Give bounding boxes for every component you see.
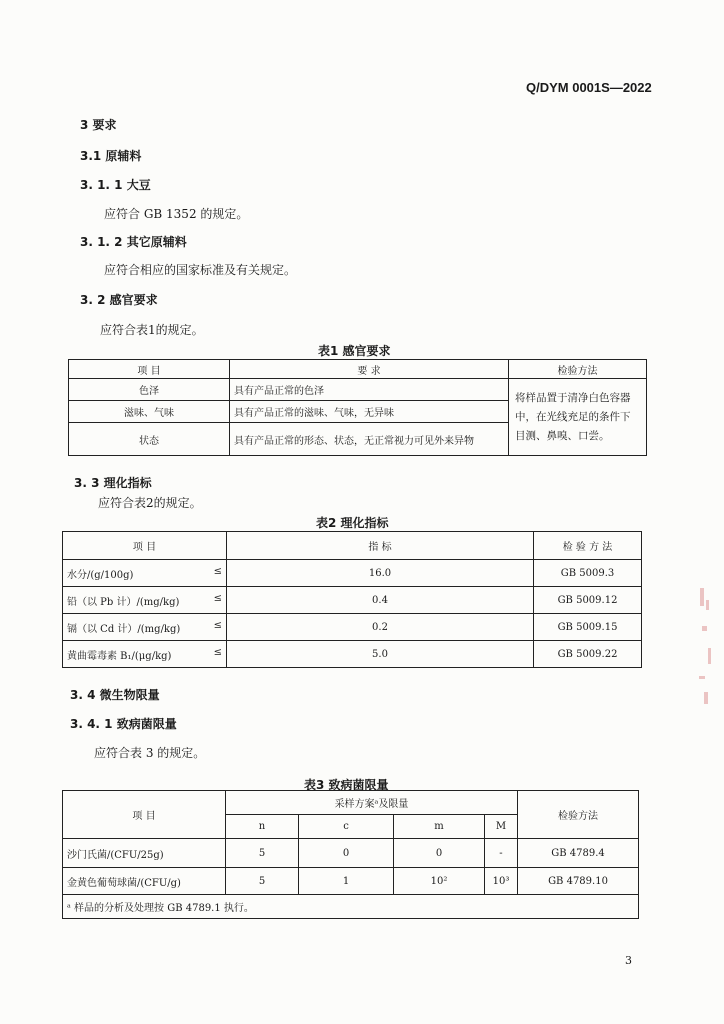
table-row-value: 16.0: [227, 560, 534, 587]
table-row-item: 金黄色葡萄球菌/(CFU/g): [63, 868, 226, 895]
table-row-method: GB 5009.22: [534, 641, 642, 668]
table-row-method: GB 4789.4: [518, 839, 639, 868]
table-1-header-method: 检验方法: [509, 360, 647, 379]
table-3-caption: 表3 致病菌限量: [304, 778, 389, 792]
section-3-4-heading: 3. 4 微生物限量: [70, 688, 160, 702]
table-1-caption: 表1 感官要求: [318, 344, 391, 358]
operator: ≤: [213, 592, 222, 604]
table-2-header-limit: 指 标: [227, 532, 534, 560]
table-row-c: 0: [299, 839, 394, 868]
table-2-header-item: 项 目: [63, 532, 227, 560]
table-row-method: GB 5009.12: [534, 587, 642, 614]
operator: ≤: [213, 619, 222, 631]
table-2-caption: 表2 理化指标: [316, 516, 389, 530]
item-label: 铅（以 Pb 计）/(mg/kg): [67, 596, 180, 608]
table-3-sub-c: c: [299, 815, 394, 839]
item-label: 水分/(g/100g): [67, 569, 134, 581]
table-row-m: 10²: [394, 868, 485, 895]
table-row-c: 1: [299, 868, 394, 895]
table-row-n: 5: [226, 868, 299, 895]
operator: ≤: [213, 646, 222, 658]
table-3-header-method: 检验方法: [518, 791, 639, 839]
table-1-method: 将样品置于清净白色容器中，在光线充足的条件下目测、鼻嗅、口尝。: [509, 379, 647, 456]
table-3-sub-n: n: [226, 815, 299, 839]
table-row-M: -: [485, 839, 518, 868]
section-3-2-text: 应符合表1的规定。: [100, 323, 204, 337]
table-3-footnote: ᵃ 样品的分析及处理按 GB 4789.1 执行。: [63, 895, 639, 919]
table-1-header-requirement: 要 求: [230, 360, 509, 379]
operator: ≤: [213, 565, 222, 577]
table-row-item: 滋味、气味: [69, 401, 230, 423]
section-3-3-text: 应符合表2的规定。: [98, 496, 202, 510]
table-row-m: 0: [394, 839, 485, 868]
section-3-heading: 3 要求: [80, 118, 117, 132]
table-row-item: [63, 587, 227, 614]
table-1-sensory: [68, 359, 647, 456]
table-3-pathogens: [62, 790, 639, 919]
section-3-1-2-text: 应符合相应的国家标准及有关规定。: [104, 263, 297, 277]
document-code: Q/DYM 0001S—2022: [526, 80, 652, 95]
table-2-header-method: 检 验 方 法: [534, 532, 642, 560]
table-row-value: 0.4: [227, 587, 534, 614]
section-3-4-1-heading: 3. 4. 1 致病菌限量: [70, 717, 177, 731]
table-row-item: 色泽: [69, 379, 230, 401]
table-row-requirement: 具有产品正常的滋味、气味，无异味: [230, 401, 509, 423]
item-label: 镉（以 Cd 计）/(mg/kg): [67, 623, 181, 635]
section-3-1-heading: 3.1 原辅料: [80, 149, 142, 163]
section-3-1-1-text: 应符合 GB 1352 的规定。: [104, 207, 249, 221]
table-row-n: 5: [226, 839, 299, 868]
table-row-method: GB 5009.15: [534, 614, 642, 641]
table-2-physicochemical: [62, 531, 642, 668]
item-label: 黄曲霉毒素 B₁/(μg/kg): [67, 650, 172, 662]
table-row-requirement: 具有产品正常的色泽: [230, 379, 509, 401]
page-number: 3: [625, 954, 632, 967]
table-3-header-plan: 采样方案ᵃ及限量: [226, 791, 518, 815]
table-row-item: 状态: [69, 423, 230, 456]
section-3-4-1-text: 应符合表 3 的规定。: [94, 746, 206, 760]
table-row-value: 0.2: [227, 614, 534, 641]
table-row-item: [63, 614, 227, 641]
section-3-2-heading: 3. 2 感官要求: [80, 293, 158, 307]
section-3-1-1-heading: 3. 1. 1 大豆: [80, 178, 151, 192]
table-3-sub-m: m: [394, 815, 485, 839]
section-3-1-2-heading: 3. 1. 2 其它原辅料: [80, 235, 187, 249]
table-row-method: GB 4789.10: [518, 868, 639, 895]
section-3-3-heading: 3. 3 理化指标: [74, 476, 152, 490]
table-row-method: GB 5009.3: [534, 560, 642, 587]
table-row-requirement: 具有产品正常的形态、状态，无正常视力可见外来异物: [230, 423, 509, 456]
table-row-item: [63, 560, 227, 587]
table-row-item: 沙门氏菌/(CFU/25g): [63, 839, 226, 868]
table-row-item: [63, 641, 227, 668]
table-3-sub-M: M: [485, 815, 518, 839]
table-1-header-item: 项 目: [69, 360, 230, 379]
table-row-M: 10³: [485, 868, 518, 895]
table-row-value: 5.0: [227, 641, 534, 668]
table-3-header-item: 项 目: [63, 791, 226, 839]
